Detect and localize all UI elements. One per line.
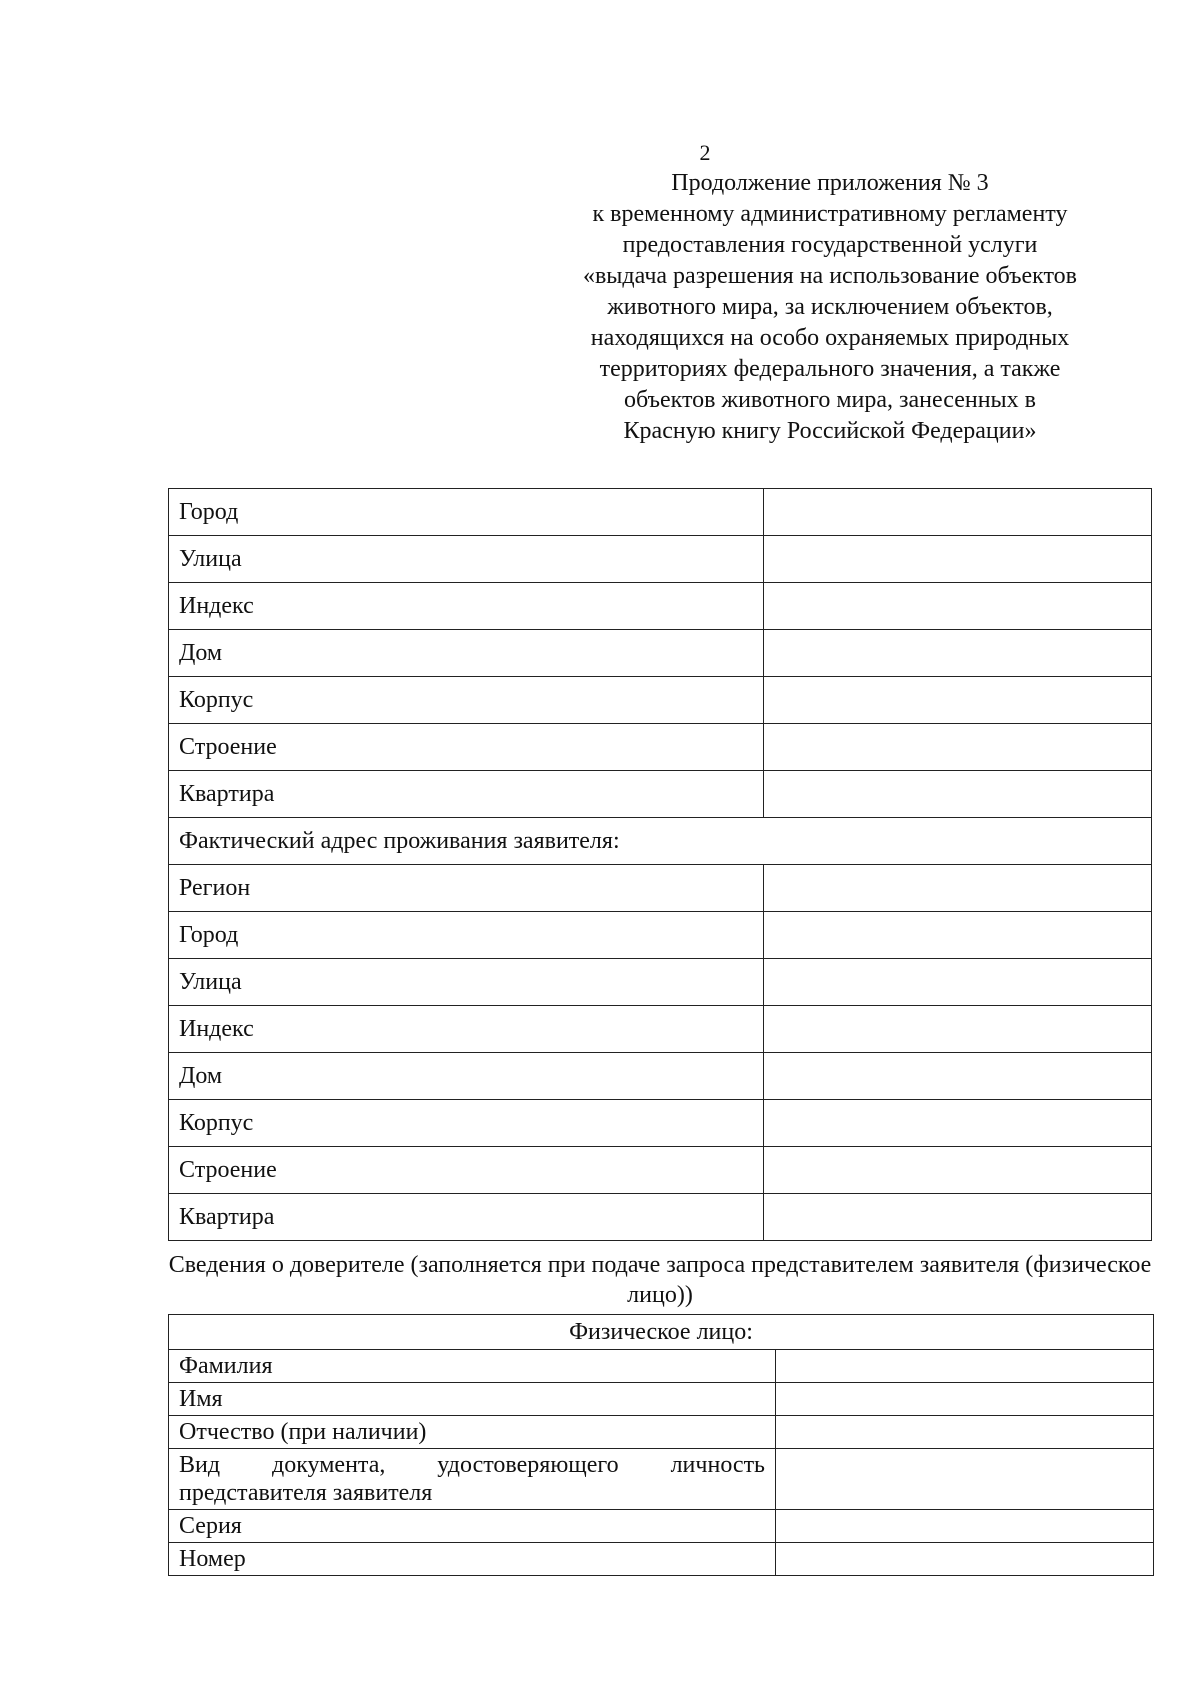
field-value-postcode[interactable] <box>764 583 1152 630</box>
field-value-region[interactable] <box>764 865 1152 912</box>
header-line: объектов животного мира, занесенных в <box>623 387 1037 413</box>
table-row <box>169 1194 1152 1241</box>
header-line: Красную книгу Российской Федерации» <box>623 418 1037 444</box>
principal-table <box>168 1314 1154 1576</box>
field-value-surname[interactable] <box>776 1350 1154 1383</box>
field-value-id-document-type[interactable] <box>776 1449 1154 1510</box>
table-row <box>169 912 1152 959</box>
address-table <box>168 488 1152 1241</box>
table-row <box>169 1053 1152 1100</box>
field-value-street[interactable] <box>764 536 1152 583</box>
field-value-structure[interactable] <box>764 724 1152 771</box>
field-value-first-name[interactable] <box>776 1383 1154 1416</box>
individual-heading: Физическое лицо: <box>169 1315 1154 1350</box>
field-label-actual-apartment: Квартира <box>169 1194 764 1241</box>
table-row <box>169 1383 1154 1416</box>
table-row <box>169 1449 1154 1510</box>
header-line: находящихся на особо охраняемых природных <box>590 325 1070 351</box>
table-row <box>169 818 1152 865</box>
table-row <box>169 1543 1154 1576</box>
field-value-actual-city[interactable] <box>764 912 1152 959</box>
field-label-structure: Строение <box>169 724 764 771</box>
field-value-actual-street[interactable] <box>764 959 1152 1006</box>
field-label-street: Улица <box>169 536 764 583</box>
table-row <box>169 677 1152 724</box>
field-label-actual-city: Город <box>169 912 764 959</box>
field-value-actual-apartment[interactable] <box>764 1194 1152 1241</box>
principal-section-title: Сведения о доверителе (заполняется при подаче запроса представителем заявителя (физическое лицо)) <box>168 1252 1152 1308</box>
appendix-header <box>530 168 1130 447</box>
field-label-id-document-type: Вид документа, удостоверяющего личность представителя заявителя <box>169 1449 776 1510</box>
table-row <box>169 1315 1154 1350</box>
field-value-building[interactable] <box>764 677 1152 724</box>
table-row <box>169 1006 1152 1053</box>
field-value-actual-house[interactable] <box>764 1053 1152 1100</box>
table-row <box>169 771 1152 818</box>
table-row <box>169 630 1152 677</box>
actual-address-heading: Фактический адрес проживания заявителя: <box>169 818 1152 865</box>
field-label-number: Номер <box>169 1543 776 1576</box>
field-value-series[interactable] <box>776 1510 1154 1543</box>
field-label-actual-postcode: Индекс <box>169 1006 764 1053</box>
table-row <box>169 724 1152 771</box>
table-row <box>169 865 1152 912</box>
field-label-first-name: Имя <box>169 1383 776 1416</box>
field-value-city[interactable] <box>764 489 1152 536</box>
field-value-actual-building[interactable] <box>764 1100 1152 1147</box>
field-label-patronymic: Отчество (при наличии) <box>169 1416 776 1449</box>
field-value-actual-structure[interactable] <box>764 1147 1152 1194</box>
field-value-house[interactable] <box>764 630 1152 677</box>
field-label-apartment: Квартира <box>169 771 764 818</box>
table-row <box>169 536 1152 583</box>
field-label-surname: Фамилия <box>169 1350 776 1383</box>
header-line: животного мира, за исключением объектов, <box>607 294 1053 320</box>
header-line: территориях федерального значения, а также <box>599 356 1061 382</box>
table-row <box>169 1100 1152 1147</box>
field-value-actual-postcode[interactable] <box>764 1006 1152 1053</box>
field-label-region: Регион <box>169 865 764 912</box>
table-row <box>169 1350 1154 1383</box>
header-line: Продолжение приложения № 3 <box>671 170 989 196</box>
field-label-actual-street: Улица <box>169 959 764 1006</box>
header-line: «выдача разрешения на использование объектов <box>582 263 1078 289</box>
field-label-actual-structure: Строение <box>169 1147 764 1194</box>
table-row <box>169 489 1152 536</box>
field-value-apartment[interactable] <box>764 771 1152 818</box>
field-value-number[interactable] <box>776 1543 1154 1576</box>
page-number: 2 <box>699 140 711 165</box>
table-row <box>169 1510 1154 1543</box>
header-line: к временному административному регламенту <box>592 201 1068 227</box>
table-row <box>169 1147 1152 1194</box>
field-label-actual-house: Дом <box>169 1053 764 1100</box>
field-value-patronymic[interactable] <box>776 1416 1154 1449</box>
field-label-series: Серия <box>169 1510 776 1543</box>
field-label-postcode: Индекс <box>169 583 764 630</box>
table-row <box>169 1416 1154 1449</box>
table-row <box>169 583 1152 630</box>
field-label-actual-building: Корпус <box>169 1100 764 1147</box>
field-label-house: Дом <box>169 630 764 677</box>
field-label-building: Корпус <box>169 677 764 724</box>
table-row <box>169 959 1152 1006</box>
field-label-city: Город <box>169 489 764 536</box>
header-line: предоставления государственной услуги <box>622 232 1038 258</box>
